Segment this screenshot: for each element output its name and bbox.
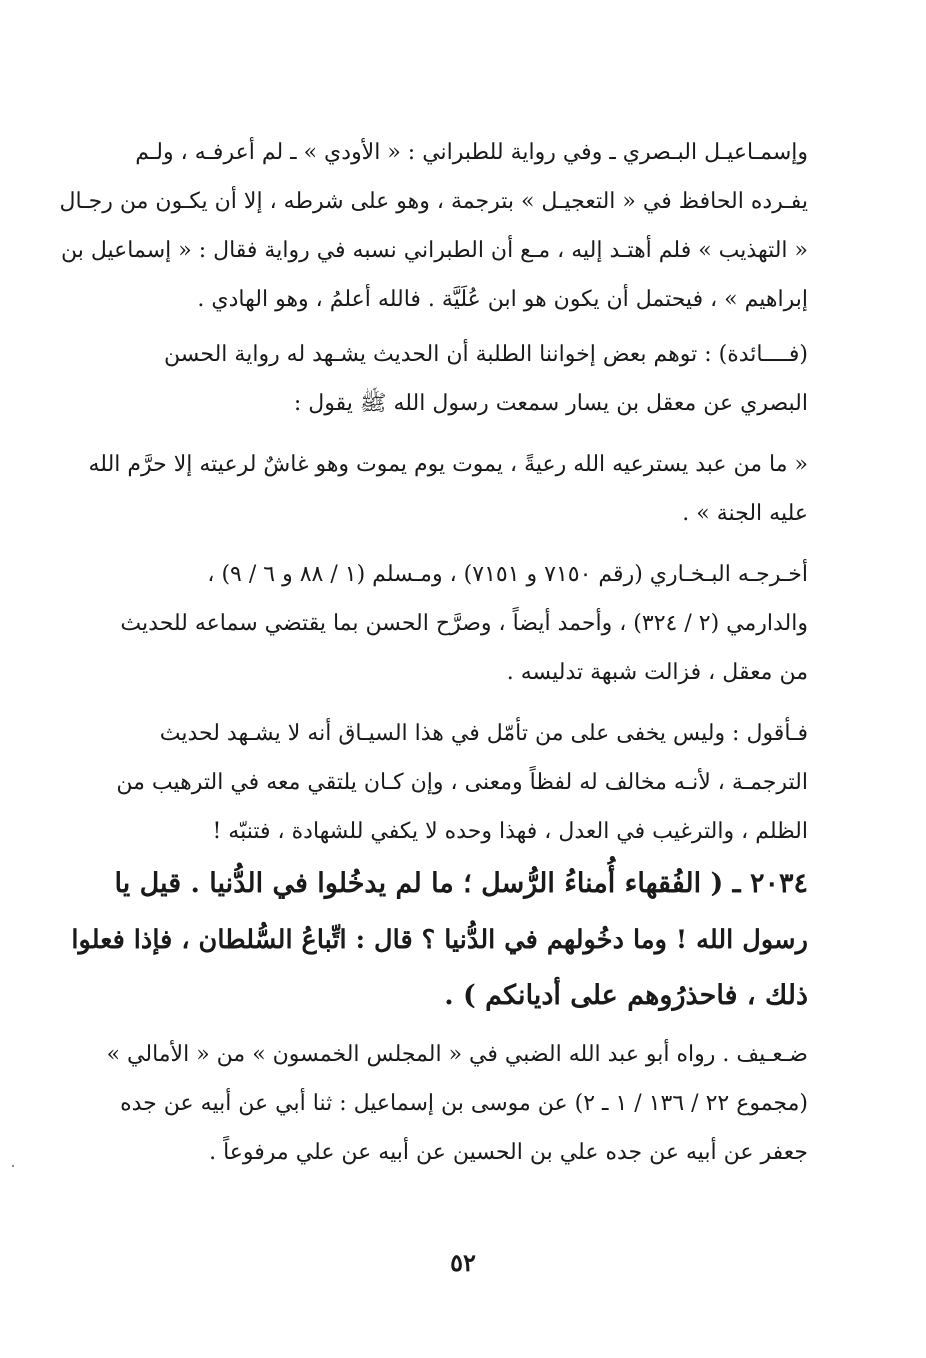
- text-line: البصري عن معقل بن يسار سمعت رسول الله ﷺ يقول :: [293, 391, 808, 416]
- paragraph-author-comment: [60, 709, 808, 856]
- hadith-line: رسول الله ! وما دخُولهم في الدُّنيا ؟ قال : اتِّباعُ السُّلطان ، فإذا فعلوا: [71, 925, 808, 955]
- paragraph-takhrij: [60, 550, 808, 697]
- text-line: وإسمـاعيـل البـصري ـ وفي رواية للطبراني : « الأودي » ـ لم أعرفـه ، ولـم: [135, 140, 808, 165]
- text-line: (مجموع ٢٢ / ١٣٦ / ١ ـ ٢) عن موسى بن إسماعيل : ثنا أبي عن أبيه عن جده: [120, 1091, 808, 1116]
- text-line: الترجمـة ، لأنـه مخالف له لفظاً ومعنى ، وإن كـان يلتقي معه في الترهيب من: [116, 770, 808, 795]
- text-line: عليه الجنة » .: [682, 501, 808, 526]
- paragraph-quoted-hadith: [60, 440, 808, 538]
- hadith-line: ٢٠٣٤ ـ ( الفُقهاء أُمناءُ الرُّسل ؛ ما لم يدخُلوا في الدُّنيا . قيل يا: [114, 868, 808, 899]
- scan-speck: [12, 1165, 14, 1167]
- text-line: فـأقول : وليس يخفى على من تأمّل في هذا السيـاق أنه لا يشـهد لحديث: [159, 721, 808, 746]
- hadith-heading: [60, 856, 808, 1024]
- text-line: من معقل ، فزالت شبهة تدليسه .: [506, 660, 808, 685]
- text-line: والدارمي (٢ / ٣٢٤) ، وأحمد أيضاً ، وصرَّح الحسن بما يقتضي سماعه للحديث: [120, 611, 808, 636]
- paragraph-narrator-note: [60, 128, 808, 324]
- paragraph-hadith-commentary: [60, 1030, 808, 1177]
- text-line: « التهذيب » فلم أهتـد إليه ، مـع أن الطبراني نسبه في رواية فقال : « إسماعيل بن: [60, 238, 808, 263]
- paragraph-benefit: [60, 330, 808, 428]
- text-line: أخـرجـه البـخـاري (رقم ٧١٥٠ و ٧١٥١) ، ومـسلم (١ / ٨٨ و ٦ / ٩) ،: [207, 562, 808, 587]
- text-line: الظلم ، والترغيب في العدل ، فهذا وحده لا يكفي للشهادة ، فتنبّه !: [212, 819, 808, 844]
- text-line: ضـعـيف . رواه أبو عبد الله الضبي في « المجلس الخمسون » من « الأمالي »: [106, 1042, 808, 1067]
- text-line: إبراهيم » ، فيحتمل أن يكون هو ابن عُلَيَّة . فالله أعلمُ ، وهو الهادي .: [197, 287, 808, 312]
- text-line: جعفر عن أبيه عن جده علي بن الحسين عن أبيه عن علي مرفوعاً .: [209, 1140, 808, 1165]
- hadith-line: ذلك ، فاحذرُوهم على أديانكم ) .: [444, 980, 808, 1011]
- text-line: (فــــائدة) : توهم بعض إخواننا الطلبة أن الحديث يشـهد له رواية الحسن: [164, 342, 808, 367]
- page-number: ٥٢: [450, 1248, 476, 1277]
- text-line: « ما من عبد يسترعيه الله رعيةً ، يموت يوم يموت وهو غاشٌ لرعيته إلا حرَّم الله: [88, 452, 808, 477]
- text-line: يفـرده الحافظ في « التعجيـل » بترجمة ، وهو على شرطه ، إلا أن يكـون من رجـال: [59, 189, 808, 214]
- page-content: [60, 128, 808, 1177]
